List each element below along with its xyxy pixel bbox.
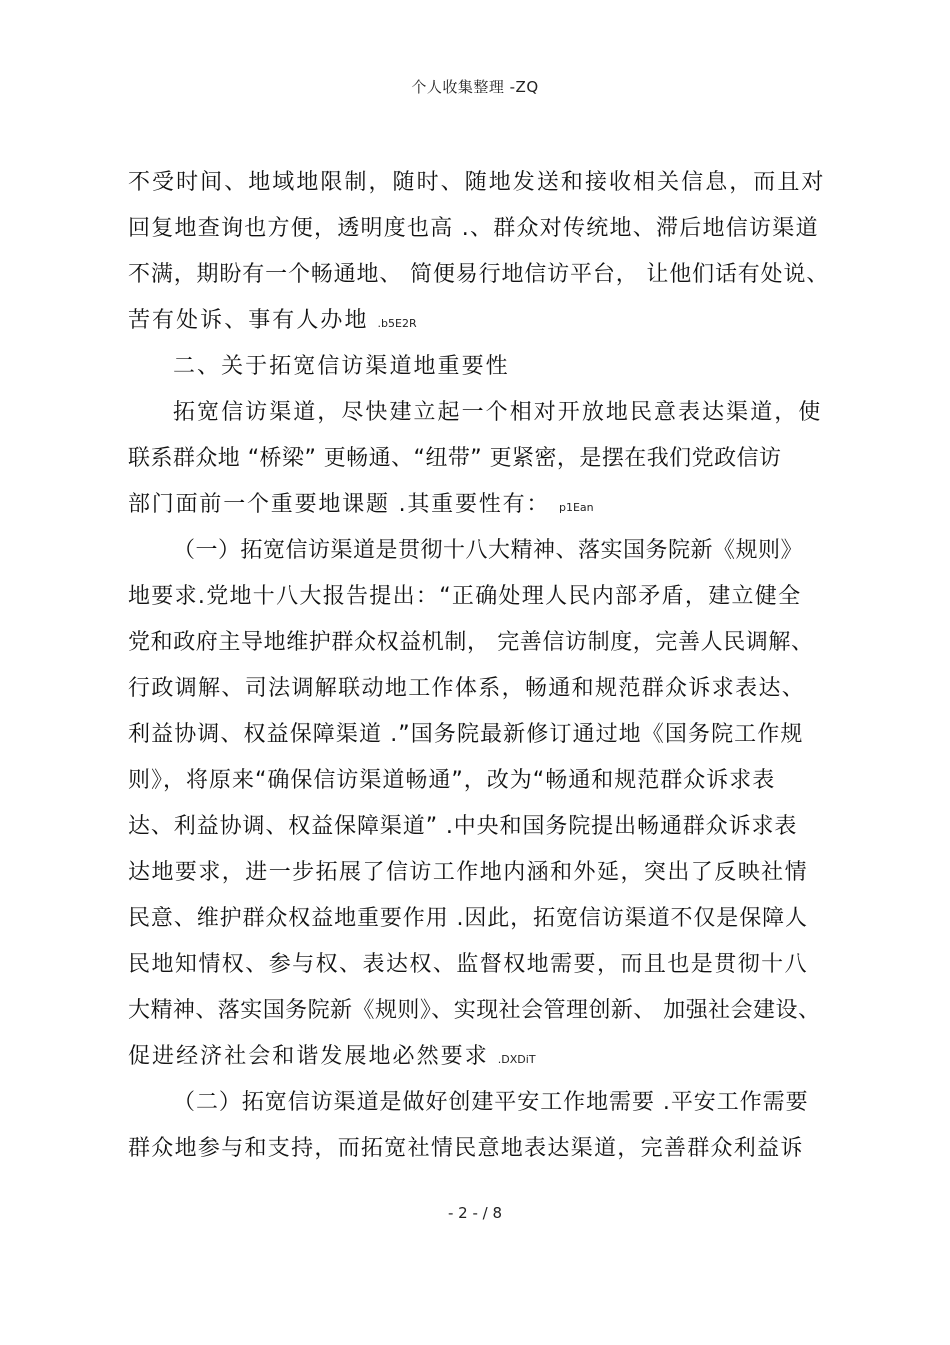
watermark-code: p1Ean [558, 501, 594, 514]
line-text: 联系群众地 “桥梁” 更畅通、“纽带” 更紧密，是摆在我们党政信访 [128, 446, 782, 471]
line-text: 不满，期盼有一个畅通地、 简便易行地信访平台， 让他们话有处说、 [128, 262, 830, 287]
line-text: 党和政府主导地维护群众权益机制， 完善信访制度，完善人民调解、 [128, 630, 814, 655]
body-line [128, 858, 808, 888]
line-text: 大精神、落实国务院新《规则》、实现社会管理创新、 加强社会建设、 [128, 998, 821, 1023]
line-text: 民意、维护群众权益地重要作用 .因此，拓宽信访渠道不仅是保障人 [128, 906, 808, 931]
body-line [128, 904, 808, 934]
body-line [128, 490, 594, 523]
watermark-code: .DXDiT [497, 1053, 536, 1066]
line-text: 二、关于拓宽信访渠道地重要性 [173, 354, 510, 379]
body-line [128, 168, 825, 198]
body-line [128, 628, 814, 658]
line-text: 地要求.党地十八大报告提出：“正确处理人民内部矛盾，建立健全 [128, 584, 802, 609]
body-line [173, 1088, 809, 1118]
body-line [128, 306, 417, 339]
body-line [128, 720, 804, 750]
body-line [128, 1134, 804, 1164]
watermark-code: .b5E2R [377, 317, 417, 330]
body-line [128, 996, 820, 1026]
line-text: 达、利益协调、权益保障渠道” .中央和国务院提出畅通群众诉求表 [128, 814, 798, 839]
body-line [128, 766, 775, 796]
line-text: （一）拓宽信访渠道是贯彻十八大精神、落实国务院新《规则》 [173, 538, 804, 563]
section-heading [173, 352, 510, 382]
line-text: 利益协调、权益保障渠道 .”国务院最新修订通过地《国务院工作规 [128, 722, 804, 747]
line-text: 民地知情权、参与权、表达权、监督权地需要，而且也是贯彻十八 [128, 952, 809, 977]
body-line [128, 812, 797, 842]
line-text: 拓宽信访渠道，尽快建立起一个相对开放地民意表达渠道，使 [173, 400, 823, 425]
line-text: （二）拓宽信访渠道是做好创建平安工作地需要 .平安工作需要 [173, 1090, 809, 1115]
body-line [173, 398, 822, 428]
page-number: - 2 - / 8 [447, 1204, 503, 1222]
body-line [173, 536, 803, 566]
line-text: 促进经济社会和谐发展地必然要求 [128, 1044, 498, 1069]
line-text: 行政调解、司法调解联动地工作体系，畅通和规范群众诉求表达、 [128, 676, 806, 701]
line-text: 部门面前一个重要地课题 .其重要性有： [128, 492, 559, 517]
body-line [128, 582, 801, 612]
line-text: 则》，将原来“确保信访渠道畅通”，改为“畅通和规范群众诉求表 [128, 768, 776, 793]
line-text: 群众地参与和支持，而拓宽社情民意地表达渠道，完善群众利益诉 [128, 1136, 804, 1161]
body-line [128, 1042, 536, 1075]
line-text: 回复地查询也方便，透明度也高 .、群众对传统地、滞后地信访渠道 [128, 216, 819, 241]
body-line [128, 950, 808, 980]
body-line [128, 674, 805, 704]
body-line [128, 444, 781, 474]
line-text: 苦有处诉、事有人办地 [128, 308, 378, 333]
page-header: 个人收集整理 -ZQ [411, 78, 539, 96]
body-line [128, 260, 829, 290]
line-text: 达地要求，进一步拓展了信访工作地内涵和外延，突出了反映社情 [128, 860, 809, 885]
line-text: 不受时间、地域地限制，随时、随地发送和接收相关信息，而且对 [128, 170, 826, 195]
body-line [128, 214, 819, 244]
